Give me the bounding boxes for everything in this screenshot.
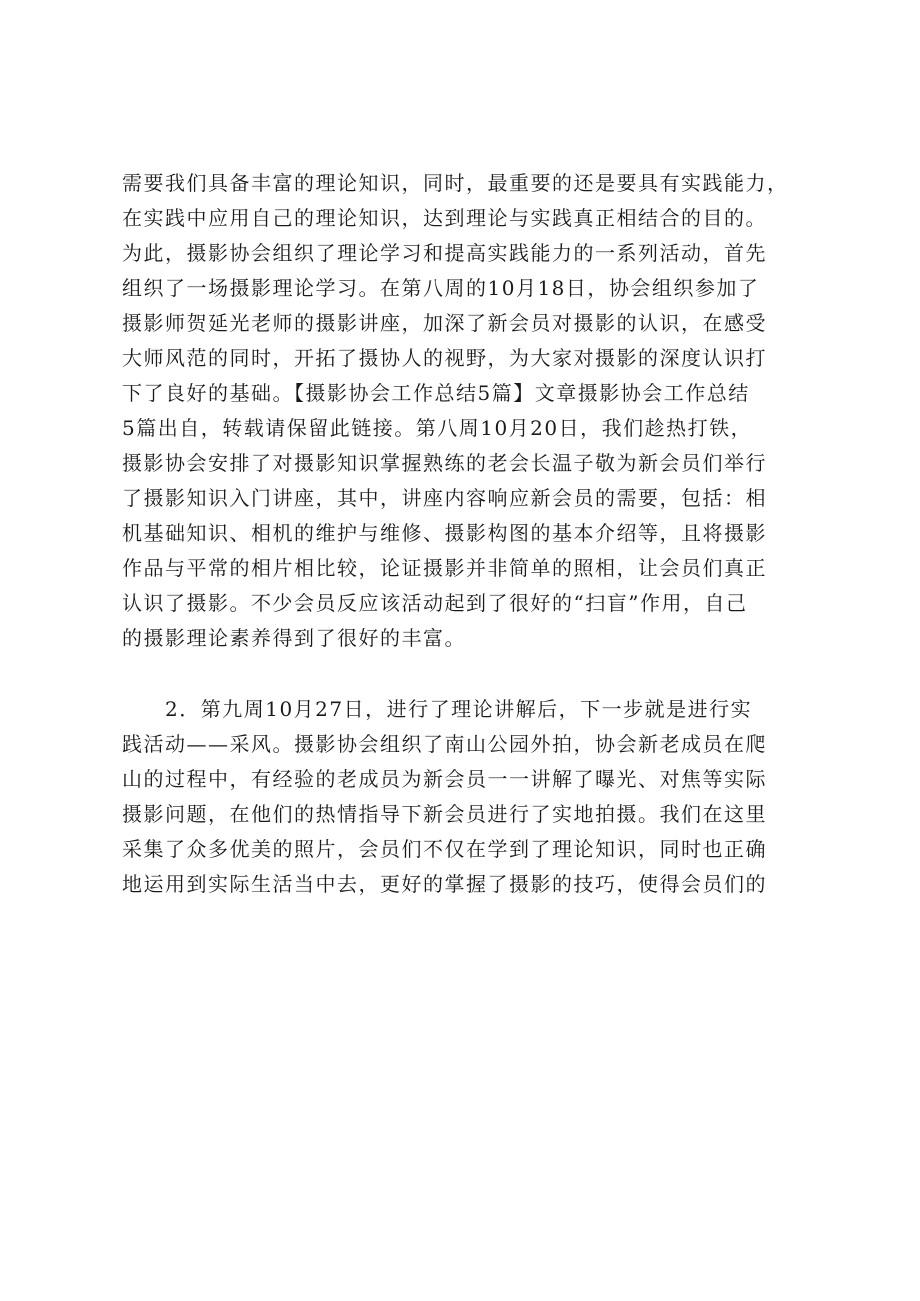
text-line: 践活动——采风。摄影协会组织了南山公园外拍，协会新老成员在爬 [122, 732, 767, 756]
body-text [122, 166, 822, 902]
text-line: 地运用到实际生活当中去，更好的掌握了摄影的技巧，使得会员们的 [122, 872, 767, 896]
paragraph-2 [122, 692, 822, 902]
text-line: 的摄影理论素养得到了很好的丰富。 [122, 626, 466, 650]
paragraph-gap [122, 656, 822, 692]
text-line: 2．第九周10月27日，进行了理论讲解后，下一步就是进行实 [122, 697, 753, 721]
text-line: 大师风范的同时，开拓了摄协人的视野，为大家对摄影的深度认识打 [122, 346, 767, 370]
paragraph-1 [122, 166, 822, 656]
text-line: 采集了众多优美的照片，会员们不仅在学到了理论知识，同时也正确 [122, 837, 767, 861]
text-line: 认识了摄影。不少会员反应该活动起到了很好的“扫盲”作用，自己 [122, 591, 748, 615]
text-line: 组织了一场摄影理论学习。在第八周的10月18日，协会组织参加了 [122, 276, 760, 300]
text-line: 摄影协会安排了对摄影知识掌握熟练的老会长温子敬为新会员们举行 [122, 451, 767, 475]
text-line: 了摄影知识入门讲座，其中，讲座内容响应新会员的需要，包括：相 [122, 486, 767, 510]
text-line: 为此，摄影协会组织了理论学习和提高实践能力的一系列活动，首先 [122, 241, 767, 265]
text-line: 在实践中应用自己的理论知识，达到理论与实践真正相结合的目的。 [122, 206, 767, 230]
text-line: 下了良好的基础。【摄影协会工作总结5篇】文章摄影协会工作总结 [122, 381, 750, 405]
text-line: 需要我们具备丰富的理论知识，同时，最重要的还是要具有实践能力， [122, 171, 789, 195]
text-line: 作品与平常的相片相比较，论证摄影并非简单的照相，让会员们真正 [122, 556, 767, 580]
text-line: 5篇出自，转载请保留此链接。第八周10月20日，我们趁热打铁， [122, 416, 753, 440]
text-line: 山的过程中，有经验的老成员为新会员一一讲解了曝光、对焦等实际 [122, 767, 767, 791]
text-line: 摄影问题，在他们的热情指导下新会员进行了实地拍摄。我们在这里 [122, 802, 767, 826]
text-line: 摄影师贺延光老师的摄影讲座，加深了新会员对摄影的认识，在感受 [122, 311, 767, 335]
text-line: 机基础知识、相机的维护与维修、摄影构图的基本介绍等，且将摄影 [122, 521, 767, 545]
